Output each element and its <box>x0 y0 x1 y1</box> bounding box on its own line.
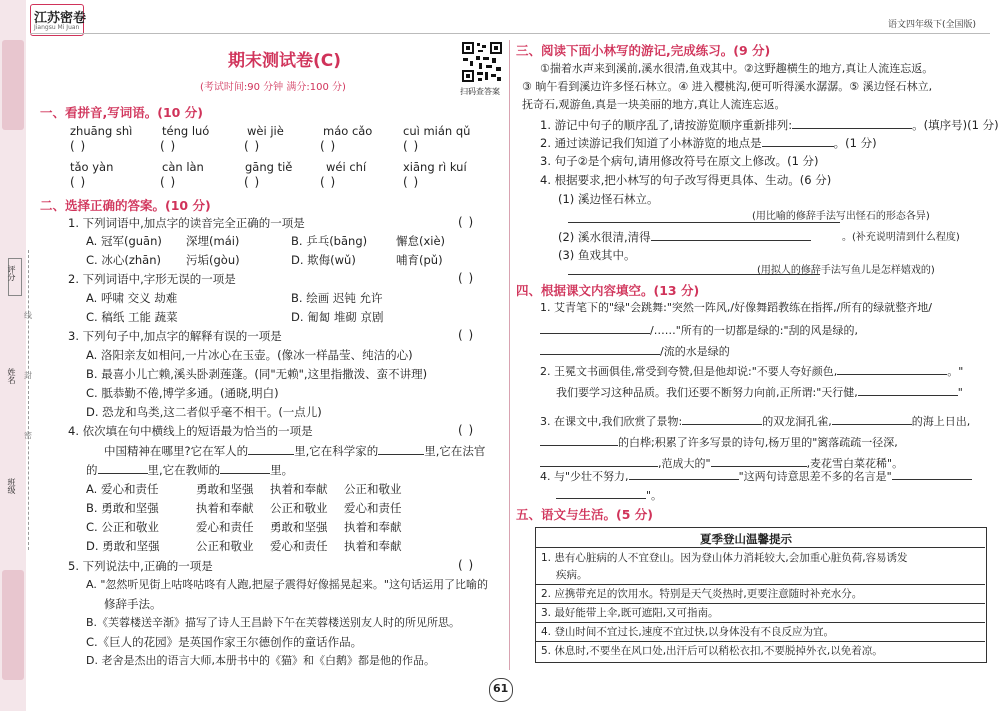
q3-option-d: D. 恐龙和鸟类,这二者似乎毫不相干。(一点儿) <box>86 405 322 419</box>
fill-blank[interactable] <box>892 468 972 480</box>
s4-q1-line2 <box>540 322 858 338</box>
answer-box[interactable]: ( ) <box>458 271 475 285</box>
q5-option-b: B.《芙蓉楼送辛渐》描写了诗人王昌龄下午在芙蓉楼送别友人时的所见所思。 <box>86 616 461 629</box>
tip-3: 3. 最好能带上伞,既可遮阳,又可指南。 <box>541 607 719 619</box>
q4-text: 的 <box>86 463 98 477</box>
answer-box[interactable]: ( ) <box>320 139 337 153</box>
s4-q4-tail: "。 <box>646 489 663 502</box>
fill-blank[interactable] <box>858 384 958 396</box>
s3-q3: 3. 句子②是个病句,请用修改符号在原文上修改。(1 分) <box>540 154 819 168</box>
q4-option-a <box>86 482 402 496</box>
q4-sentence-line2 <box>86 462 293 477</box>
header-rule <box>30 33 990 34</box>
answer-box[interactable]: ( ) <box>458 558 475 572</box>
q4-option-d-2: 公正和敬业 <box>196 539 254 553</box>
s3-q4-2 <box>558 229 811 244</box>
answer-box[interactable]: ( ) <box>458 328 475 342</box>
q1-option-d: D. 欺侮(wǔ) <box>291 253 356 267</box>
section2-title: 二、选择正确的答案。(10 分) <box>40 198 211 213</box>
s4-q1-text: /……"所有的一切都是绿的:"刮的风是绿的, <box>650 324 859 337</box>
tips-rule <box>535 603 985 604</box>
tips-title-rule <box>535 547 985 548</box>
s4-q3-text5: ,范成大的" <box>658 457 711 470</box>
q4-text: 里。 <box>270 463 294 477</box>
s4-q2-tail2: " <box>957 386 963 399</box>
fill-blank[interactable] <box>682 413 762 425</box>
fill-blank[interactable] <box>378 443 424 455</box>
tips-rule <box>535 641 985 642</box>
binding-score-label: 评分 <box>7 265 16 281</box>
q4-text: 中国精神在哪里?它在军人的 <box>104 444 249 458</box>
brand-subtitle: Jiangsu Mi Juan <box>34 24 80 31</box>
brand-title: 江苏密卷 <box>34 11 87 26</box>
exam-title: 期末测试卷(C) <box>228 51 342 71</box>
s4-q1-line3 <box>540 343 730 359</box>
fill-blank[interactable] <box>98 462 148 474</box>
q1-option-b: B. 乒乓(bāng) <box>291 234 368 248</box>
fill-blank[interactable] <box>540 434 618 446</box>
fill-blank[interactable] <box>762 135 834 147</box>
s4-q3-text4: 的白桦;积累了许多写景的诗句,杨万里的"篱落疏疏一径深, <box>618 436 898 449</box>
q4-option-b-1: B. 勇敢和坚强 <box>86 501 159 515</box>
q4-option-d-1: D. 勇敢和坚强 <box>86 539 160 553</box>
fill-blank[interactable] <box>792 117 912 129</box>
q1-option-d2: 哺育(pǔ) <box>396 253 443 267</box>
q4-option-d-4: 执着和奉献 <box>344 539 402 553</box>
q1-option-b2: 懈怠(xiè) <box>396 234 446 248</box>
s4-q2-tail: 。" <box>947 365 964 378</box>
qr-code[interactable] <box>461 41 503 83</box>
q4-sentence-line1 <box>104 443 485 458</box>
answer-box[interactable]: ( ) <box>403 175 420 189</box>
tips-rule <box>535 622 985 623</box>
fill-blank[interactable] <box>540 343 660 355</box>
q4-option-d <box>86 539 402 553</box>
s4-q2-line2 <box>556 384 963 400</box>
s4-q3-line1 <box>540 413 970 429</box>
section4-title: 四、根据课文内容填空。(13 分) <box>516 283 700 298</box>
s3-q4-1-note: (用比喻的修辞手法写出怪石的形态各异) <box>752 211 930 222</box>
section3-title: 三、阅读下面小林写的游记,完成练习。(9 分) <box>516 43 771 58</box>
q2-option-b: B. 绘画 迟钝 允许 <box>291 291 383 305</box>
answer-box[interactable]: ( ) <box>458 215 475 229</box>
passage-line2: ③ 晌午看到溪边许多怪石林立。④ 进入樱桃沟,便可听得溪水潺潺。⑤ 溪边怪石林立, <box>522 80 933 93</box>
s3-q1-tail: 。(填序号)(1 分) <box>912 118 999 132</box>
s3-q4-3: (3) 鱼戏其中。 <box>558 248 636 262</box>
q3-stem: 3. 下列句子中,加点字的解释有误的一项是 <box>68 329 282 343</box>
column-divider <box>509 40 510 670</box>
passage-line1: ①揣着水声来到溪前,溪水很清,鱼戏其中。②这野趣横生的地方,真让人流连忘返。 <box>540 62 934 75</box>
q4-option-d-3: 爱心和责任 <box>270 539 328 553</box>
fill-blank[interactable] <box>540 455 658 467</box>
tip-1-cont: 疾病。 <box>556 569 588 581</box>
answer-box[interactable]: ( ) <box>244 139 261 153</box>
s3-q1 <box>540 117 999 132</box>
q4-option-c-1: C. 公正和敬业 <box>86 520 159 534</box>
binding-decor-bottom <box>2 570 24 680</box>
s4-q2-text: 2. 王冕文书画俱佳,常受到夸赞,但是他却说:"不要人夸好颜色, <box>540 365 838 378</box>
q4-option-a-3: 执着和奉献 <box>270 482 328 496</box>
s4-q2-line1 <box>540 363 963 379</box>
q2-option-d: D. 匍匐 堆砌 京剧 <box>291 310 384 324</box>
q4-option-b-4: 爱心和责任 <box>344 501 402 515</box>
answer-box[interactable]: ( ) <box>70 139 87 153</box>
section5-title: 五、语文与生活。(5 分) <box>516 507 653 522</box>
s3-q4-2-note: 。(补充说明清到什么程度) <box>842 232 960 243</box>
s4-q4-text: 4. 与"少壮不努力, <box>540 470 629 483</box>
pinyin-3: wèi jiè <box>247 124 284 138</box>
q4-option-b-2: 执着和奉献 <box>196 501 254 515</box>
q1-stem: 1. 下列词语中,加点字的读音完全正确的一项是 <box>68 216 305 230</box>
exam-info: (考试时间:90 分钟 满分:100 分) <box>200 82 346 93</box>
fill-blank[interactable] <box>248 443 294 455</box>
pinyin-10: xiāng rì kuí <box>403 160 467 174</box>
answer-box[interactable]: ( ) <box>244 175 261 189</box>
q4-text: 里,它在法官 <box>424 444 486 458</box>
q4-option-c <box>86 520 402 534</box>
q2-option-a: A. 呼啸 交义 劫难 <box>86 291 178 305</box>
binding-cut-1: 线 <box>24 311 32 320</box>
q4-option-a-1: A. 爱心和责任 <box>86 482 159 496</box>
answer-box[interactable]: ( ) <box>160 139 177 153</box>
fill-blank[interactable] <box>556 487 646 499</box>
q5-option-a-line1: A. "忽然听见街上咕咚咕咚有人跑,把屋子震得好像摇晃起来。"这句话运用了比喻的 <box>86 578 488 591</box>
fill-blank[interactable] <box>220 462 270 474</box>
s3-q4-2-text: (2) 溪水很清,清得 <box>558 230 651 244</box>
s4-q3-line2 <box>540 434 898 450</box>
tip-5: 5. 休息时,不要坐在风口处,出汗后可以稍松衣扣,不要脱掉外衣,以免着凉。 <box>541 645 883 657</box>
section1-title: 一、看拼音,写词语。(10 分) <box>40 105 203 120</box>
answer-box[interactable]: ( ) <box>320 175 337 189</box>
s4-q4-line2 <box>556 487 662 503</box>
pinyin-1: zhuāng shì <box>70 124 133 138</box>
page-number: 61 <box>493 682 509 695</box>
s3-q4-1: (1) 溪边怪石林立。 <box>558 192 659 206</box>
binding-class-label: 班级 <box>7 478 16 494</box>
s4-q4-text2: "这两句诗意思差不多的名言是" <box>738 470 892 483</box>
answer-box[interactable]: ( ) <box>160 175 177 189</box>
s4-q2-text2: 我们要学习这种品质。我们还要不断努力向前,正所谓:"天行健, <box>556 386 858 399</box>
q4-stem: 4. 依次填在句中横线上的短语最为恰当的一项是 <box>68 424 313 438</box>
s4-q3-text2: 的双龙洞孔雀, <box>762 415 832 428</box>
pinyin-4: máo cǎo <box>323 124 373 138</box>
grade-label: 语文四年级下(全国版) <box>888 20 977 30</box>
q1-option-a: A. 冠军(guān) <box>86 234 162 248</box>
q5-option-a-line2: 修辞手法。 <box>104 597 162 611</box>
q4-option-a-4: 公正和敬业 <box>344 482 402 496</box>
fill-blank[interactable] <box>711 455 807 467</box>
s4-q1-line1: 1. 艾青笔下的"绿"会跳舞:"突然一阵风,/好像舞蹈教练在指挥,/所有的绿就整齐地/ <box>540 301 932 314</box>
fill-blank[interactable] <box>629 468 739 480</box>
q3-option-a: A. 洛阳亲友如相问,一片冰心在玉壶。(像冰一样晶莹、纯洁的心) <box>86 348 413 362</box>
pinyin-8: gāng tiě <box>245 160 293 174</box>
q2-stem: 2. 下列词语中,字形无误的一项是 <box>68 272 236 286</box>
q4-option-c-3: 勇敢和坚强 <box>270 520 328 534</box>
q3-option-b: B. 最喜小儿亡赖,溪头卧剥莲蓬。(同"无赖",这里指撒泼、蛮不讲理) <box>86 367 428 381</box>
passage-line3: 抚奇石,观游鱼,真是一块美丽的地方,真让人流连忘返。 <box>522 98 786 111</box>
s4-q3-text: 3. 在课文中,我们欣赏了景物: <box>540 415 683 428</box>
tip-2: 2. 应携带充足的饮用水。特别是天气炎热时,更要注意随时补充水分。 <box>541 588 863 600</box>
fill-blank[interactable] <box>540 322 650 334</box>
s4-q1-text2: /流的水是绿的 <box>660 345 730 358</box>
s3-q1-text: 1. 游记中句子的顺序乱了,请按游览顺序重新排列: <box>540 118 793 132</box>
pinyin-2: téng luó <box>162 124 210 138</box>
q4-option-b-3: 公正和敬业 <box>270 501 328 515</box>
s3-q2 <box>540 135 877 150</box>
q1-option-c: C. 冰心(zhān) <box>86 253 161 267</box>
binding-name-label: 姓名 <box>7 368 16 384</box>
tip-1: 1. 患有心脏病的人不宜登山。因为登山体力消耗较大,会加重心脏负荷,容易诱发 <box>541 552 908 564</box>
q2-option-c: C. 稿纸 工能 蔬菜 <box>86 310 178 324</box>
q5-stem: 5. 下列说法中,正确的一项是 <box>68 559 213 573</box>
q4-option-c-4: 执着和奉献 <box>344 520 402 534</box>
binding-cut-3: 密 <box>24 431 32 440</box>
q4-option-c-2: 爱心和责任 <box>196 520 254 534</box>
s3-q4: 4. 根据要求,把小林写的句子改写得更具体、生动。(6 分) <box>540 173 832 187</box>
q4-text: 里,它在科学家的 <box>294 444 379 458</box>
s4-q3-text6: ,麦花雪白菜花稀"。 <box>806 457 904 470</box>
q4-text: 里,它在教师的 <box>147 463 221 477</box>
s3-q2-text: 2. 通过读游记我们知道了小林游览的地点是 <box>540 136 762 150</box>
pinyin-7: càn làn <box>162 160 204 174</box>
tips-rule <box>535 584 985 585</box>
pinyin-9: wéi chí <box>326 160 367 174</box>
q5-option-d: D. 老舍是杰出的语言大师,本册书中的《猫》和《白鹅》都是他的作品。 <box>86 654 435 667</box>
binding-decor-top <box>2 40 24 130</box>
s3-q4-3-note: (用拟人的修辞手法写鱼儿是怎样嬉戏的) <box>757 265 935 276</box>
answer-box[interactable]: ( ) <box>70 175 87 189</box>
q3-option-c: C. 胝恭勤不倦,博学多通。(通晓,明白) <box>86 386 279 400</box>
qr-caption: 扫码查答案 <box>460 87 500 96</box>
pinyin-6: tǎo yàn <box>70 160 114 174</box>
q4-option-a-2: 勇敢和坚强 <box>196 482 254 496</box>
s4-q4-line1 <box>540 468 972 484</box>
fill-blank[interactable] <box>832 413 912 425</box>
q1-option-c2: 污垢(gòu) <box>186 253 240 267</box>
s4-q3-text3: 的海上日出, <box>911 415 971 428</box>
binding-cut-2: 封 <box>24 371 32 380</box>
tips-title: 夏季登山温馨提示 <box>700 532 792 546</box>
fill-blank[interactable] <box>651 229 811 241</box>
answer-box[interactable]: ( ) <box>458 423 475 437</box>
fill-blank[interactable] <box>837 363 947 375</box>
pinyin-5: cuì mián qǔ <box>403 124 471 138</box>
tip-4: 4. 登山时间不宜过长,速度不宜过快,以身体没有不良反应为宜。 <box>541 626 835 638</box>
q1-option-a2: 深埋(mái) <box>186 234 240 248</box>
binding-line <box>28 250 29 550</box>
q5-option-c: C.《巨人的花园》是英国作家王尔德创作的童话作品。 <box>86 635 363 649</box>
answer-box[interactable]: ( ) <box>403 139 420 153</box>
q4-option-b <box>86 501 402 515</box>
s3-q2-tail: 。(1 分) <box>833 136 877 150</box>
